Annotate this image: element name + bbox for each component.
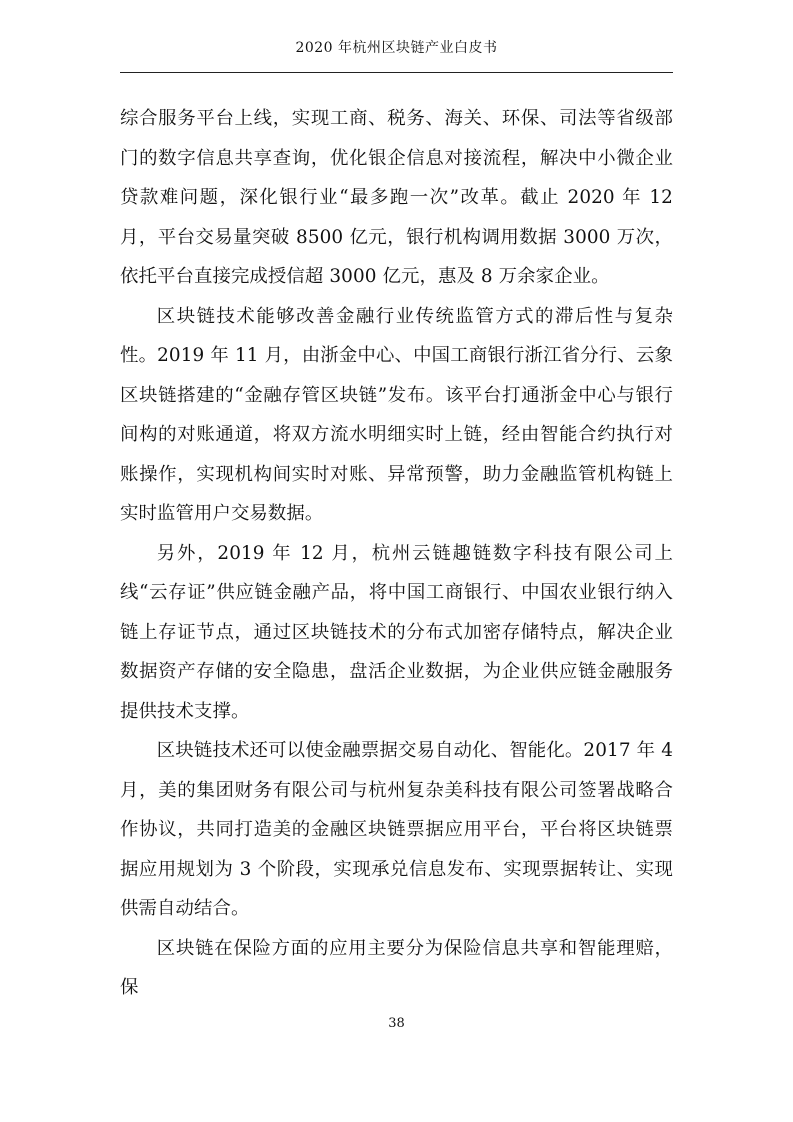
document-body: [120, 99, 673, 1008]
header-title: 2020 年杭州区块链产业白皮书: [295, 40, 498, 56]
page-footer: [0, 1016, 793, 1031]
paragraph-supervision: 区块链技术能够改善金融行业传统监管方式的滞后性与复杂性。2019 年 11 月，由浙金中心、中国工商银行浙江省分行、云象区块链搭建的“金融存管区块链”发布。该平台打通浙金中心与银行间构的对账通道，将双方流水明细实时上链，经由智能合约执行对账操作，实现机构间实时对账、异常预警，助力金融监管机构链上实时监管用户交易数据。: [120, 305, 673, 524]
page-number: 38: [388, 1016, 405, 1031]
running-header: [120, 30, 673, 73]
paragraph-continuation: 综合服务平台上线，实现工商、税务、海关、环保、司法等省级部门的数字信息共享查询，优化银企信息对接流程，解决中小微企业贷款难问题，深化银行业“最多跑一次”改革。截止 2020 年 12 月，平台交易量突破 8500 亿元，银行机构调用数据 3000 万次，依托平台直接完成授信超 3000 亿元，惠及 8 万余家企业。: [120, 108, 673, 287]
paragraph-supply-chain-finance: 另外，2019 年 12 月，杭州云链趣链数字科技有限公司上线“云存证”供应链金融产品，将中国工商银行、中国农业银行纳入链上存证节点，通过区块链技术的分布式加密存储特点，解决企业数据资产存储的安全隐患，盘活企业数据，为企业供应链金融服务提供技术支撑。: [120, 542, 673, 722]
paragraph-bill-trading: 区块链技术还可以使金融票据交易自动化、智能化。2017 年 4 月，美的集团财务有限公司与杭州复杂美科技有限公司签署战略合作协议，共同打造美的金融区块链票据应用平台，平台将区块链票据应用规划为 3 个阶段，实现承兑信息发布、实现票据转让、实现供需自动结合。: [120, 740, 673, 919]
paragraph-insurance: 区块链在保险方面的应用主要分为保险信息共享和智能理赔，保: [120, 937, 673, 998]
